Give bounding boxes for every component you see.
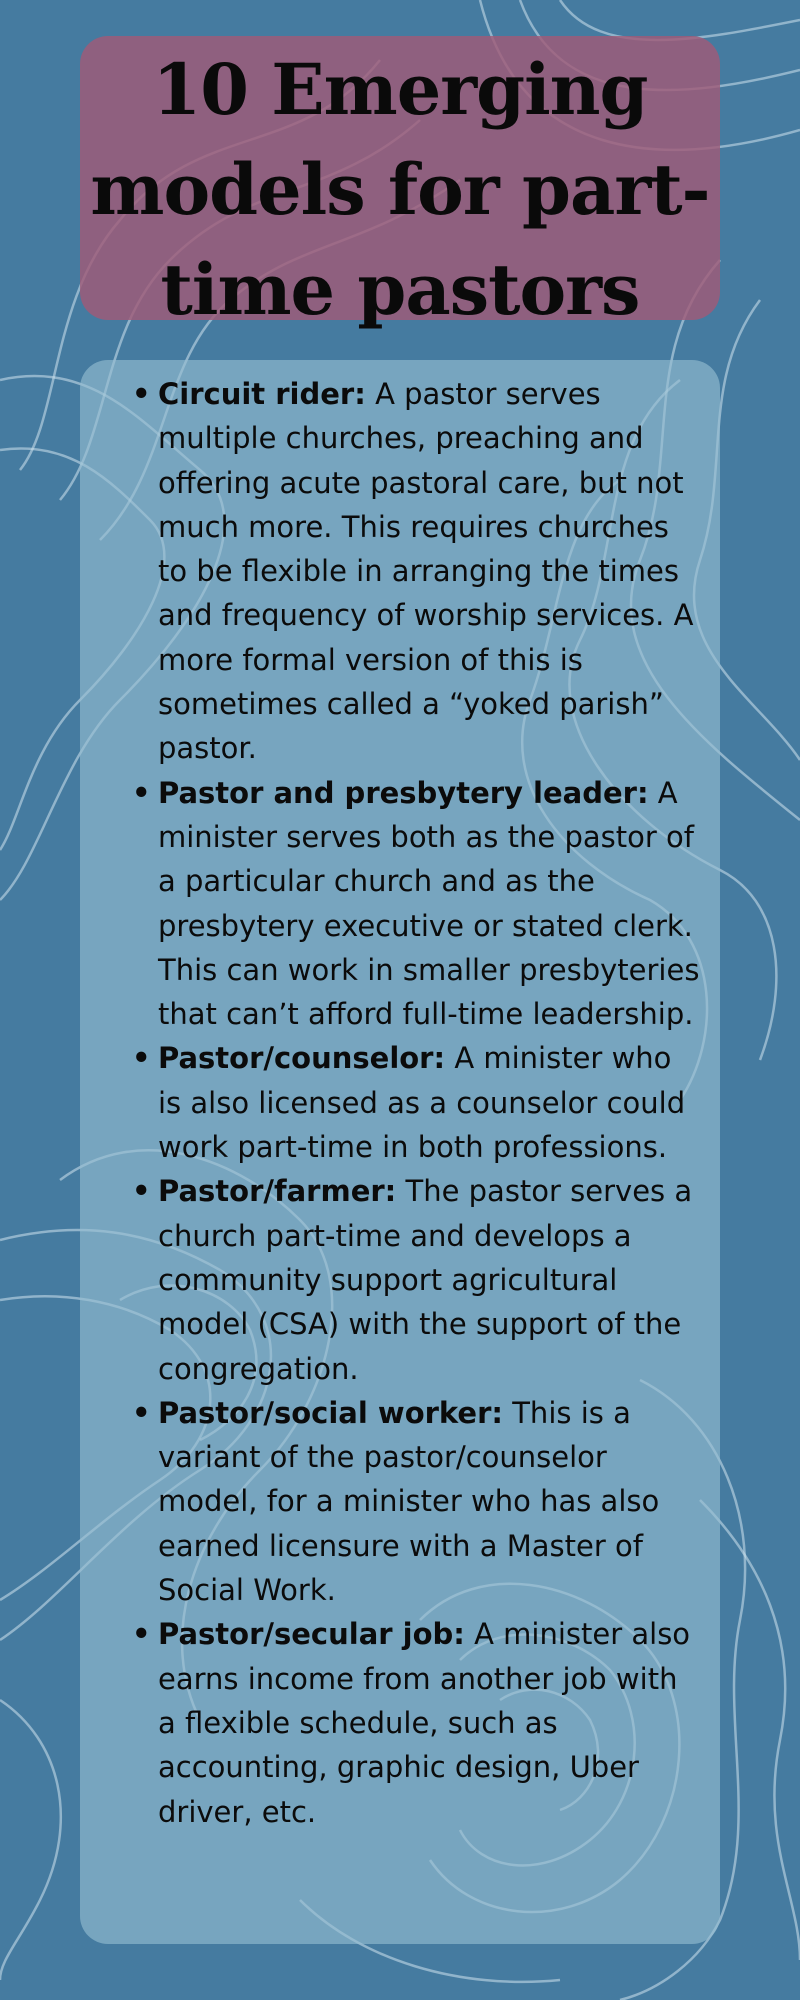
model-term: Pastor/counselor: bbox=[158, 1041, 446, 1076]
bullet-icon: • bbox=[132, 1617, 151, 1652]
model-term: Pastor and presbytery leader: bbox=[158, 775, 649, 810]
list-item bbox=[132, 771, 703, 1037]
model-term: Pastor/secular job: bbox=[158, 1617, 465, 1652]
list-item bbox=[132, 1612, 703, 1833]
model-description: A minister serves both as the pastor of a particular church and as the presbytery executive or stated clerk. This can work in smaller presbyteries that can’t afford full-time leadership. bbox=[158, 775, 700, 1032]
model-term: Pastor/farmer: bbox=[158, 1174, 397, 1209]
list-item bbox=[132, 1169, 703, 1390]
list-item bbox=[132, 1036, 703, 1169]
model-description: This is a variant of the pastor/counselor model, for a minister who has also earned licensure with a Master of Social Work. bbox=[158, 1395, 660, 1608]
models-list bbox=[132, 372, 703, 1834]
bullet-icon: • bbox=[132, 775, 151, 810]
model-description: A minister also earns income from another job with a flexible schedule, such as accounting, graphic design, Uber driver, etc. bbox=[158, 1617, 691, 1829]
model-description: A pastor serves multiple churches, preaching and offering acute pastoral care, but not much more. This requires churches to be flexible in arranging the times and frequency of worship services. A more formal version of this is sometimes called a “yoked parish” pastor. bbox=[158, 377, 694, 766]
model-term: Circuit rider: bbox=[158, 377, 366, 411]
model-description: The pastor serves a church part-time and develops a community support agricultural model (CSA) with the support of the congregation. bbox=[158, 1174, 693, 1386]
page-title: 10 Emerging models for part-time pastors bbox=[90, 48, 710, 331]
bullet-icon: • bbox=[132, 1041, 151, 1076]
bullet-icon: • bbox=[132, 1395, 151, 1430]
list-item bbox=[132, 1391, 703, 1612]
bullet-icon: • bbox=[132, 377, 151, 411]
bullet-icon: • bbox=[132, 1174, 151, 1209]
model-description: A minister who is also licensed as a counselor could work part-time in both professions. bbox=[158, 1041, 686, 1165]
model-term: Pastor/social worker: bbox=[158, 1395, 503, 1430]
list-item bbox=[132, 372, 703, 771]
